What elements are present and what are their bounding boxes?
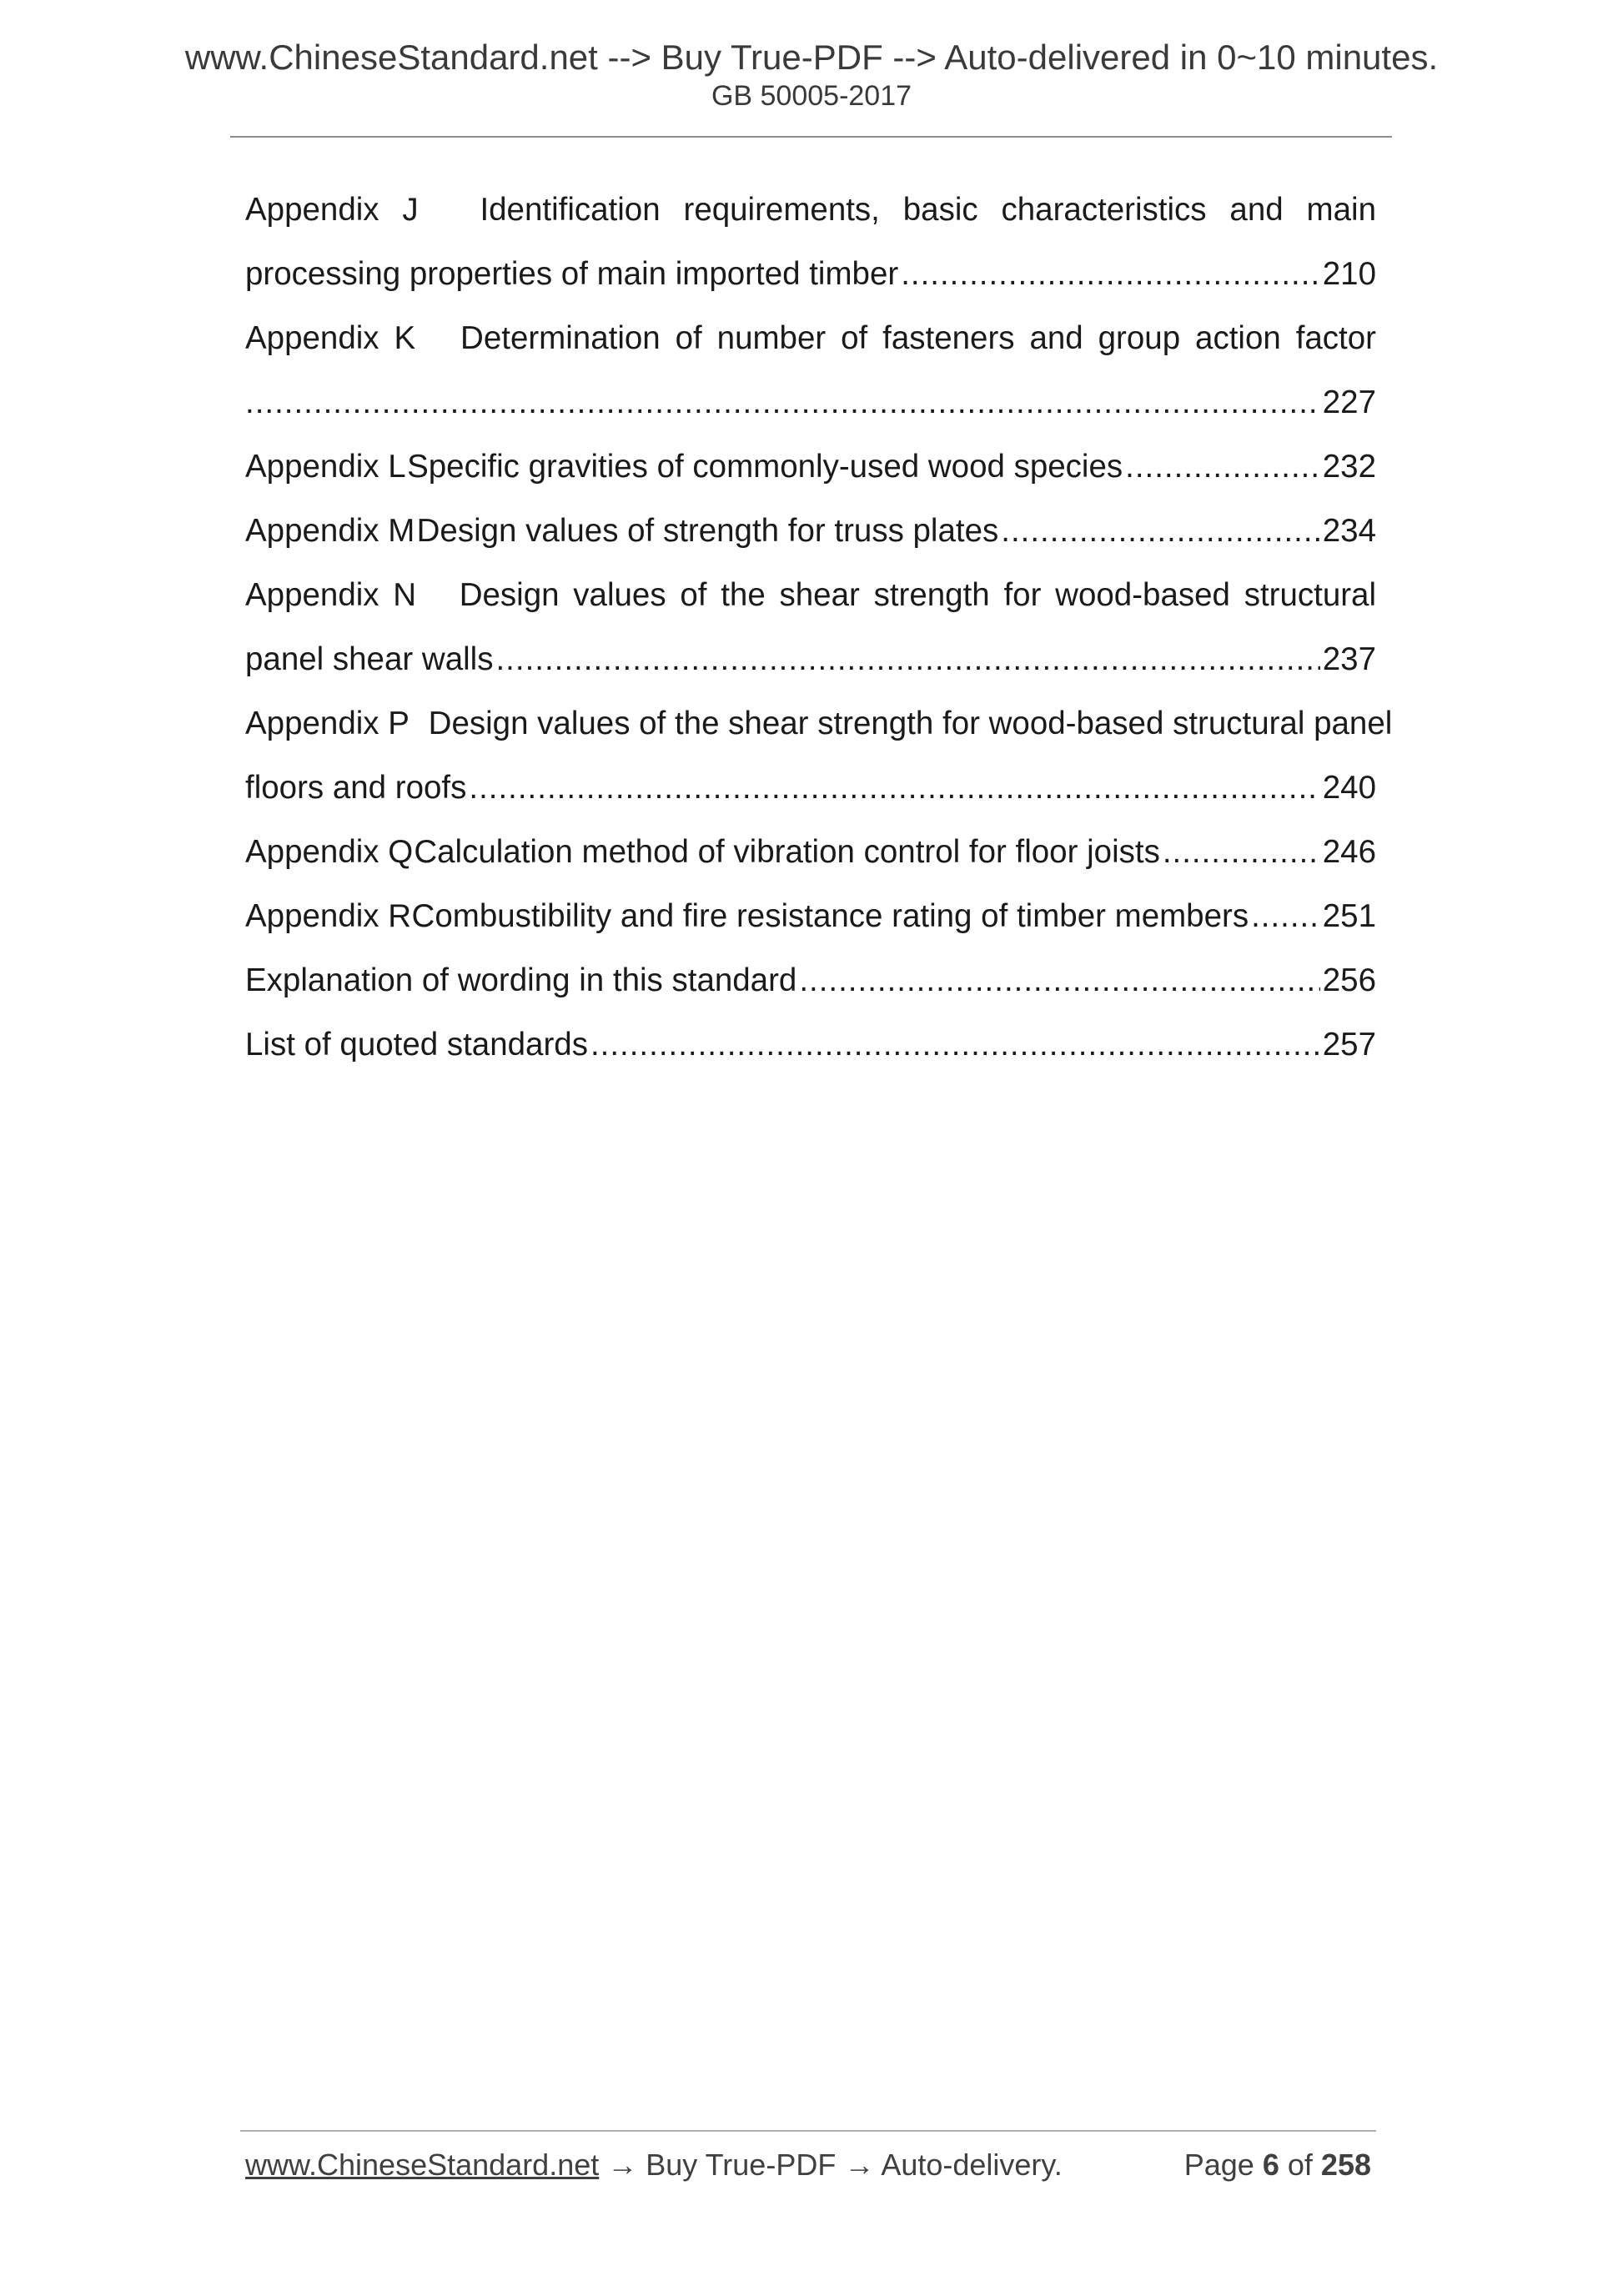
footer-promo-text: → Buy True-PDF → Auto-delivery. xyxy=(599,2148,1063,2182)
toc-entry-list-of-quoted-standards[interactable] xyxy=(245,1012,1376,1077)
toc-entry-appendix-r[interactable] xyxy=(245,884,1376,948)
toc-entry-appendix-p-line2[interactable] xyxy=(245,756,1376,820)
toc-entry-appendix-n-line2[interactable] xyxy=(245,627,1376,691)
toc-entry-appendix-k-line2[interactable] xyxy=(245,370,1376,435)
toc-title: Explanation of wording in this standard xyxy=(245,962,797,998)
toc-leader-dots xyxy=(1125,435,1320,499)
page-current: 6 xyxy=(1262,2148,1279,2182)
toc-page-number: 227 xyxy=(1322,384,1376,420)
standard-code: GB 50005-2017 xyxy=(711,80,912,112)
toc-title-continued: processing properties of main imported timber xyxy=(245,256,899,292)
toc-leader-dots xyxy=(901,242,1320,306)
toc-title: Specific gravities of commonly-used wood species xyxy=(407,449,1123,485)
toc-label: Appendix N xyxy=(245,577,417,613)
toc-leader-dots xyxy=(1251,884,1320,948)
toc-entry-appendix-n-line1[interactable] xyxy=(245,563,1376,627)
toc-label: Appendix M xyxy=(245,513,415,549)
toc-title: Determination of number of fasteners and group action factor xyxy=(460,320,1376,356)
toc-label: Appendix Q xyxy=(245,834,414,870)
toc-entry-appendix-m[interactable] xyxy=(245,499,1376,563)
toc-page-number: 232 xyxy=(1322,449,1376,485)
header-divider xyxy=(230,136,1392,138)
toc-title: Design values of strength for truss plates xyxy=(416,513,999,549)
toc-entry-appendix-k-line1[interactable] xyxy=(245,306,1376,370)
toc-page-number: 240 xyxy=(1322,770,1376,806)
toc-entry-appendix-l[interactable] xyxy=(245,435,1376,499)
toc-leader-dots xyxy=(799,948,1319,1012)
toc-entry-appendix-j-line2[interactable] xyxy=(245,242,1376,306)
toc-entry-appendix-j-line1[interactable] xyxy=(245,178,1376,242)
toc-label: Appendix L xyxy=(245,449,406,485)
toc-page-number: 257 xyxy=(1322,1027,1376,1063)
toc-title: Calculation method of vibration control for floor joists xyxy=(414,834,1160,870)
toc-leader-dots xyxy=(469,756,1319,820)
toc-label: Appendix P xyxy=(245,706,410,741)
toc-title-continued: panel shear walls xyxy=(245,641,494,677)
toc-page-number: 237 xyxy=(1322,641,1376,677)
toc-label: Appendix R xyxy=(245,898,412,934)
toc-page-number: 246 xyxy=(1322,834,1376,870)
footer-promo xyxy=(245,2150,1063,2180)
footer-site-link[interactable]: www.ChineseStandard.net xyxy=(245,2148,600,2182)
toc-title-continued: floors and roofs xyxy=(245,770,467,806)
table-of-contents xyxy=(245,178,1393,1077)
top-banner: www.ChineseStandard.net --> Buy True-PDF --> Auto-delivered in 0~10 minutes. xyxy=(184,38,1439,77)
toc-label: Appendix J xyxy=(245,192,419,228)
toc-entry-appendix-p-line1[interactable] xyxy=(245,691,1393,756)
toc-page-number: 251 xyxy=(1322,898,1376,934)
page-total: 258 xyxy=(1320,2148,1371,2182)
toc-page-number: 234 xyxy=(1322,513,1376,549)
toc-leader-dots xyxy=(590,1012,1320,1077)
toc-title: List of quoted standards xyxy=(245,1027,588,1063)
toc-title: Identification requirements, basic characteristics and main xyxy=(480,192,1376,228)
toc-leader-dots xyxy=(245,370,1320,435)
footer-divider xyxy=(240,2130,1376,2132)
toc-leader-dots xyxy=(1163,820,1320,884)
toc-entry-explanation-of-wording[interactable] xyxy=(245,948,1376,1012)
toc-leader-dots xyxy=(495,627,1319,691)
toc-title: Design values of the shear strength for wood-based structural panel xyxy=(428,706,1393,741)
toc-title: Combustibility and fire resistance rating of timber members xyxy=(411,898,1249,934)
toc-label: Appendix K xyxy=(245,320,416,356)
toc-page-number: 256 xyxy=(1322,962,1376,998)
toc-entry-appendix-q[interactable] xyxy=(245,820,1376,884)
page-word: Page xyxy=(1183,2148,1254,2182)
toc-leader-dots xyxy=(1001,499,1320,563)
toc-title: Design values of the shear strength for wood-based structural xyxy=(459,577,1377,613)
toc-page-number: 210 xyxy=(1322,256,1376,292)
page-indicator xyxy=(1184,2150,1371,2180)
of-word: of xyxy=(1287,2148,1313,2182)
